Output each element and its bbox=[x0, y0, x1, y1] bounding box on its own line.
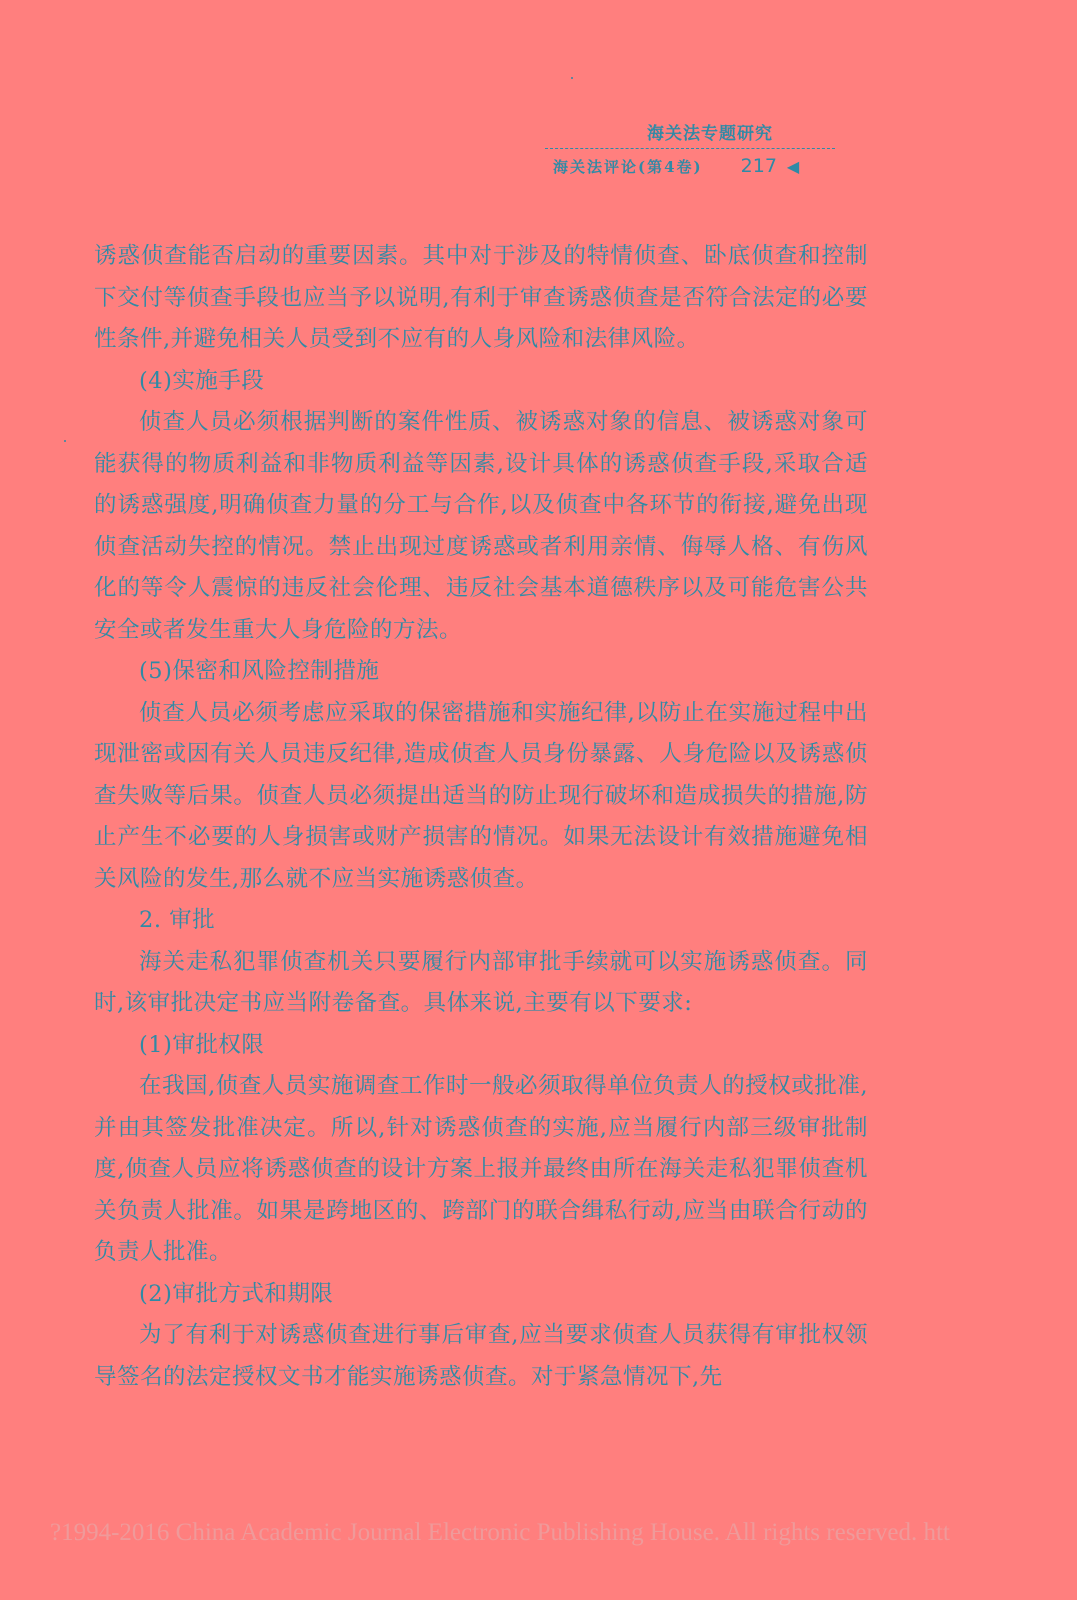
paragraph: (2)审批方式和期限 bbox=[139, 1280, 334, 1307]
journal-title: 海关法评论(第4卷) bbox=[553, 157, 703, 176]
left-triangle-icon: ◀ bbox=[786, 156, 800, 176]
paragraph: 海关走私犯罪侦查机关只要履行内部审批手续就可以实施诱惑侦查。同时,该审批决定书应当附卷备查。具体来说,主要有以下要求: bbox=[94, 948, 868, 1016]
paragraph: 侦查人员必须根据判断的案件性质、被诱惑对象的信息、被诱惑对象可能获得的物质利益和非物质利益等因素,设计具体的诱惑侦查手段,采取合适的诱惑强度,明确侦查力量的分工与合作,以及侦查中各环节的衔接,避免出现侦查活动失控的情况。禁止出现过度诱惑或者利用亲情、侮辱人格、有伤风化的等令人震惊的违反社会伦理、违反社会基本道德秩序以及可能危害公共安全或者发生重大人身危险的方法。 bbox=[94, 409, 868, 643]
paragraph: (4)实施手段 bbox=[139, 367, 265, 394]
paragraph: (1)审批权限 bbox=[139, 1031, 265, 1058]
paragraph: 在我国,侦查人员实施调查工作时一般必须取得单位负责人的授权或批准,并由其签发批准决定。所以,针对诱惑侦查的实施,应当履行内部三级审批制度,侦查人员应将诱惑侦查的设计方案上报并最终由所在海关走私犯罪侦查机关负责人批准。如果是跨地区的、跨部门的联合缉私行动,应当由联合行动的负责人批准。 bbox=[94, 1073, 868, 1265]
copyright-footer: ?1994-2016 China Academic Journal Electronic Publishing House. All rights reserved. htt bbox=[50, 1519, 950, 1546]
scan-speck bbox=[571, 77, 573, 79]
paragraph: 侦查人员必须考虑应采取的保密措施和实施纪律,以防止在实施过程中出现泄密或因有关人员违反纪律,造成侦查人员身份暴露、人身危险以及诱惑侦查失败等后果。侦查人员必须提出适当的防止现行破坏和造成损失的措施,防止产生不必要的人身损害或财产损害的情况。如果无法设计有效措施避免相关风险的发生,那么就不应当实施诱惑侦查。 bbox=[94, 699, 868, 892]
paragraph: 为了有利于对诱惑侦查进行事后审查,应当要求侦查人员获得有审批权领导签名的法定授权文书才能实施诱惑侦查。对于紧急情况下,先 bbox=[94, 1322, 868, 1390]
body-text bbox=[94, 236, 868, 1398]
page-number: 217 bbox=[740, 155, 777, 177]
scan-speck bbox=[64, 440, 66, 442]
paragraph: 诱惑侦查能否启动的重要因素。其中对于涉及的特情侦查、卧底侦查和控制下交付等侦查手段也应当予以说明,有利于审查诱惑侦查是否符合法定的必要性条件,并避免相关人员受到不应有的人身风险和法律风险。 bbox=[94, 243, 868, 352]
section-title: 海关法专题研究 bbox=[545, 120, 835, 149]
running-header bbox=[545, 120, 835, 181]
paragraph: (5)保密和风险控制措施 bbox=[139, 658, 380, 684]
header-journal-line bbox=[545, 151, 835, 181]
paragraph: 2. 审批 bbox=[139, 907, 216, 933]
